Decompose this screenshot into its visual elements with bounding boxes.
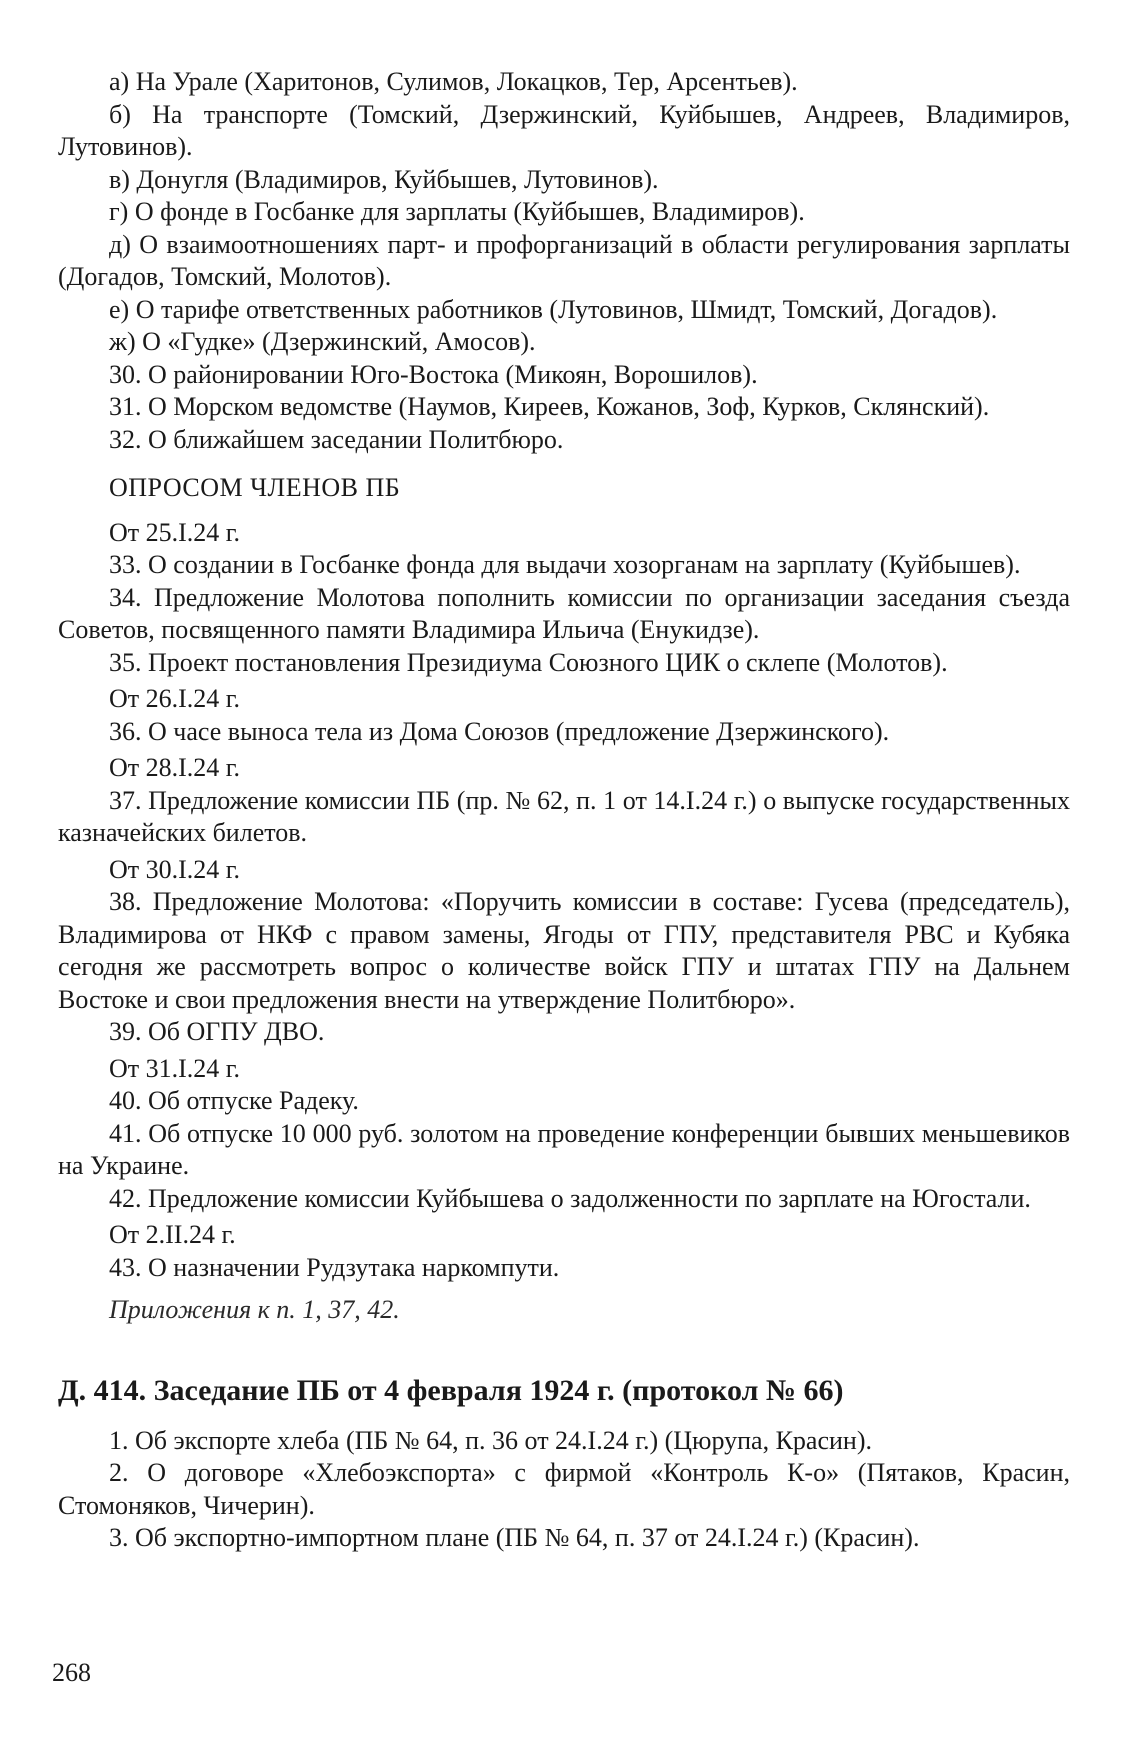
date-line: От 30.I.24 г. — [109, 854, 241, 884]
document-title: Д. 414. Заседание ПБ от 4 февраля 1924 г. (протокол № 66) — [58, 1373, 844, 1407]
date-line: От 28.I.24 г. — [109, 753, 241, 782]
list-item: 36. О часе выноса тела из Дома Союзов (предложение Дзержинского). — [109, 716, 890, 746]
list-item: в) Донугля (Владимиров, Куйбышев, Лутовинов). — [109, 164, 659, 194]
list-item: 38. Предложение Молотова: «Поручить комиссии в составе: Гусева (председатель), Владимирова от НКФ с правом замены, Ягоды от ГПУ, представителя РВС и Кубяка сегодня же рассмотреть вопрос о количестве войск ГПУ и штатах ГПУ на Дальнем Востоке и свои предложения внести на утверждение Политбюро». — [58, 887, 1070, 1014]
list-item: е) О тарифе ответственных работников (Лутовинов, Шмидт, Томский, Догадов). — [109, 294, 998, 324]
appendix-note: Приложения к п. 1, 37, 42. — [109, 1295, 400, 1324]
list-item: 37. Предложение комиссии ПБ (пр. № 62, п. 1 от 14.I.24 г.) о выпуске государственных казначейских билетов. — [58, 785, 1070, 847]
list-item: 31. О Морском ведомстве (Наумов, Киреев, Кожанов, Зоф, Курков, Склянский). — [109, 392, 990, 421]
list-item: 33. О создании в Госбанке фонда для выдачи хозорганам на зарплату (Куйбышев). — [109, 550, 1021, 579]
date-line: От 31.I.24 г. — [109, 1053, 241, 1083]
list-item: 32. О ближайшем заседании Политбюро. — [109, 424, 564, 454]
list-item: д) О взаимоотношениях парт- и профорганизаций в области регулирования зарплаты (Догадов, Томский, Молотов). — [58, 229, 1070, 291]
list-item: 34. Предложение Молотова пополнить комиссии по организации заседания съезда Советов, посвященного памяти Владимира Ильича (Енукидзе). — [58, 582, 1070, 644]
list-item: 35. Проект постановления Президиума Союзного ЦИК о склепе (Молотов). — [109, 647, 948, 677]
list-item: 2. О договоре «Хлебоэкспорта» с фирмой «Контроль К-о» (Пятаков, Красин, Стомоняков, Чичерин). — [58, 1458, 1070, 1520]
list-item: 3. Об экспортно-импортном плане (ПБ № 64, п. 37 от 24.I.24 г.) (Красин). — [109, 1523, 920, 1552]
list-item: 39. Об ОГПУ ДВО. — [109, 1017, 325, 1046]
list-item: 43. О назначении Рудзутака наркомпути. — [109, 1252, 560, 1282]
list-item: 1. Об экспорте хлеба (ПБ № 64, п. 36 от 24.I.24 г.) (Цюрупа, Красин). — [109, 1425, 872, 1455]
list-item: г) О фонде в Госбанке для зарплаты (Куйбышев, Владимиров). — [109, 197, 805, 226]
date-line: От 25.I.24 г. — [109, 517, 241, 547]
list-item: 42. Предложение комиссии Куйбышева о задолженности по зарплате на Югостали. — [109, 1183, 1031, 1213]
list-item: 30. О районировании Юго-Востока (Микоян, Ворошилов). — [109, 359, 758, 389]
document-page — [58, 66, 1070, 1555]
list-item: 40. Об отпуске Радеку. — [109, 1086, 359, 1115]
list-item: а) На Урале (Харитонов, Сулимов, Локацков, Тер, Арсентьев). — [109, 67, 798, 96]
list-item: б) На транспорте (Томский, Дзержинский, Куйбышев, Андреев, Владимиров, Лутовинов). — [58, 99, 1070, 161]
date-line: От 26.I.24 г. — [109, 684, 241, 713]
page-number: 268 — [52, 1658, 91, 1687]
list-item: ж) О «Гудке» (Дзержинский, Амосов). — [109, 327, 536, 356]
list-item: 41. Об отпуске 10 000 руб. золотом на проведение конференции бывших меньшевиков на Украине. — [58, 1118, 1070, 1180]
date-line: От 2.II.24 г. — [109, 1220, 236, 1249]
section-heading: ОПРОСОМ ЧЛЕНОВ ПБ — [109, 473, 401, 502]
